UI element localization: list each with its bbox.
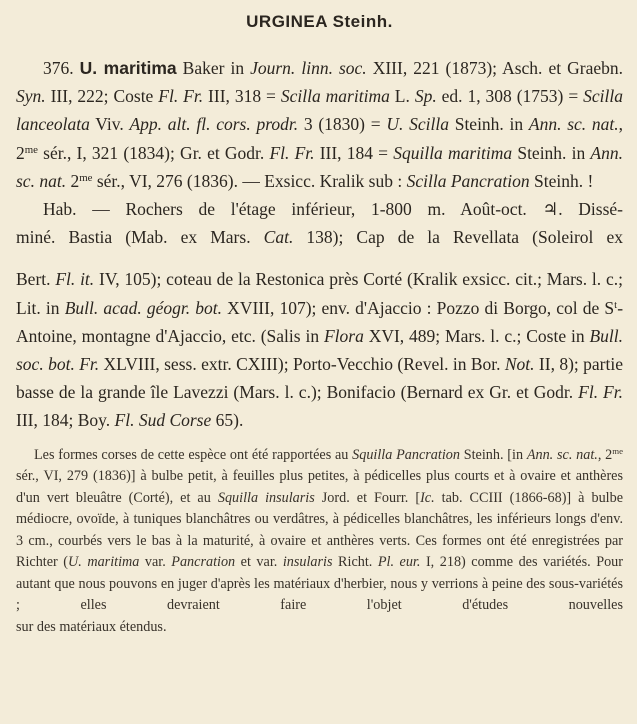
- genus-name: URGINEA: [246, 12, 328, 31]
- species-name: U. maritima: [79, 58, 177, 78]
- entry-number: 376.: [43, 58, 74, 78]
- localities-paragraph: Bert. Fl. it. IV, 105); coteau de la Restonica près Corté (Kralik exsicc. cit.; Mars. l. c.; Lit. in Bull. acad. géogr. bot. XVIII, 107); env. d'Ajaccio : Pozzo di Borgo, col de $S^t$-Antoine, montagne d'Ajaccio, etc. (Salis in Flora XVI, 489; Mars. l. c.; Coste in Bull. soc. bot. Fr. XLVIII, sess. extr. CXIII); Porto-Vecchio (Revel. in Bor. Not. II, 8); partie basse de la grande île Lavezzi (Mars. l. c.); Bonifacio (Bernard ex Gr. et Godr. Fl. Fr. III, 184; Boy. Fl. Sud Corse 65).: [16, 269, 624, 431]
- genus-author: Steinh.: [332, 12, 393, 31]
- scan-gap: [16, 251, 623, 265]
- habitat-paragraph: Hab. — Rochers de l'étage inférieur, 1-800 m. Août-oct. ♃. Dissé- miné. Bastia (Mab. ex Mars. Cat. 138); Cap de la Revellata (Soleirol ex: [16, 199, 623, 248]
- species-entry: 376. U. maritima Baker in Journ. linn. soc. XIII, 221 (1873); Asch. et Graebn. Syn. III, 222; Coste Fl. Fr. III, 318 = Scilla maritima L. Sp. ed. 1, 308 (1753) = Scilla lanceolata Viv. App. alt. fl. cors. prodr. 3 (1830) = U. Scilla Steinh. in Ann. sc. nat., $2^{me}$ sér., I, 321 (1834); Gr. et Godr. Fl. Fr. III, 184 = Squilla maritima Steinh. in Ann. sc. nat. $2^{me}$ sér., VI, 276 (1836). — Exsicc. Kralik sub : Scilla Pancration Steinh. !: [16, 58, 624, 191]
- genus-heading: [16, 0, 623, 42]
- remarks-paragraph: Les formes corses de cette espèce ont été rapportées au Squilla Pancration Steinh. [in Ann. sc. nat., $2^{me}$ sér., VI, 279 (1836)] à bulbe petit, à feuilles plus petites, à pédicelles plus courts et à ovaire et anthères d'un vert bleuâtre (Corté), et au Squilla insularis Jord. et Fourr. [Ic. tab. CCIII (1866-68)] à bulbe médiocre, ovoïde, à tuniques blanchâtres ou verdâtres, à pédicelles blanchâtres, les inférieurs longs d'env. 3 cm., courbés vers le bas à la maturité, à ovaire et anthères verts. Ces formes ont été enregistrées par Richter (U. maritima var. Pancration et var. insularis Richt. Pl. eur. I, 218) comme des variétés. Pour autant que nous pouvons en juger d'après les matériaux d'herbier, nous y verrions à peine des sous-variétés ; elles devraient faire l'objet d'études nouvelles sur des matériaux étendus.: [16, 445, 623, 635]
